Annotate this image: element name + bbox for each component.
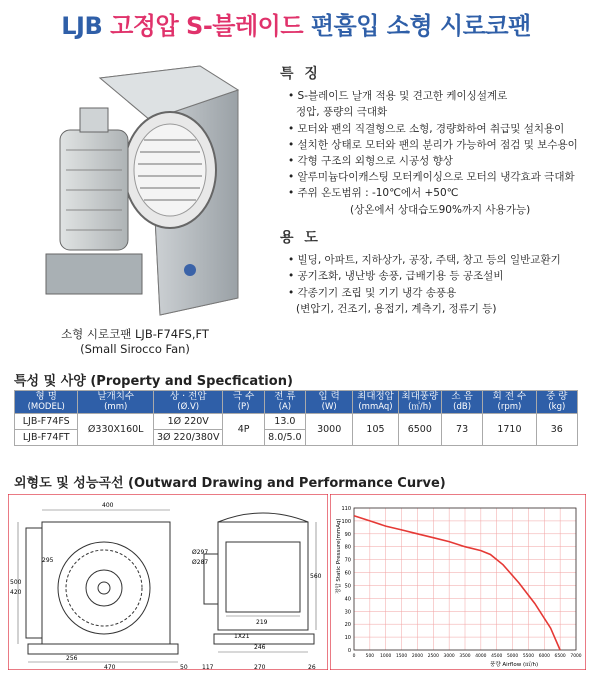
use-item: (변압기, 건조기, 용접기, 계측기, 정류기 등) — [296, 302, 497, 315]
cell-airflow: 6500 — [398, 414, 441, 446]
title-model: LJB — [61, 12, 103, 40]
feature-item: 정압, 풍량의 극대화 — [296, 106, 388, 119]
drawing-heading: 외형도 및 성능곡선 (Outward Drawing and Performance Curve) — [14, 476, 446, 491]
x-tick-label: 3500 — [459, 654, 471, 659]
cell-phase: 1Ø 220V — [153, 414, 222, 430]
cell-pressure: 105 — [353, 414, 398, 446]
y-tick-label: 110 — [341, 506, 351, 512]
dim-270: 270 — [254, 664, 266, 670]
cell-noise: 73 — [441, 414, 482, 446]
x-axis-label: 풍량 Airflow (㎥/h) — [490, 662, 539, 668]
header-weight: 중 량 (kg) — [536, 391, 577, 414]
cell-blade: Ø330X160L — [78, 414, 154, 446]
dim-26: 26 — [308, 664, 316, 670]
y-tick-label: 80 — [344, 544, 351, 551]
y-tick-label: 10 — [344, 635, 351, 642]
dim-560: 560 — [310, 573, 322, 580]
x-tick-label: 1500 — [395, 654, 408, 659]
x-tick-label: 6500 — [554, 654, 566, 659]
dim-hole: 1X21 — [234, 633, 250, 640]
outward-drawing — [8, 494, 328, 670]
header-model: 형 명 (MODEL) — [15, 391, 78, 414]
cell-model: LJB-F74FT — [15, 430, 78, 446]
header-noise: 소 음 (dB) — [441, 391, 482, 414]
header-input: 입 력 (W) — [306, 391, 353, 414]
dim-500: 500 — [10, 579, 22, 586]
feature-item: • 알루미늄다이캐스팅 모터케이싱으로 모터의 냉각효과 극대화 — [288, 171, 575, 184]
dim-117: 117 — [202, 664, 214, 670]
dim-295: 295 — [42, 557, 54, 564]
product-caption — [0, 327, 270, 357]
sirocco-fan-photo — [40, 60, 240, 322]
x-tick-label: 4500 — [491, 654, 503, 659]
cell-current: 8.0/5.0 — [264, 430, 305, 446]
uses-section — [280, 230, 590, 317]
x-tick-label: 500 — [365, 654, 375, 659]
y-tick-label: 30 — [344, 609, 351, 616]
cell-rpm: 1710 — [483, 414, 536, 446]
header-rpm: 회 전 수 (rpm) — [483, 391, 536, 414]
performance-curve — [330, 494, 586, 670]
dim-dia297: Ø297 — [192, 549, 209, 556]
dim-50: 50 — [180, 664, 188, 670]
feature-item: • 각형 구조의 외형으로 시공성 향상 — [288, 155, 453, 168]
y-tick-label: 50 — [344, 583, 351, 590]
x-tick-label: 5500 — [522, 654, 535, 659]
x-tick-label: 2000 — [411, 654, 424, 659]
x-tick-label: 6000 — [538, 654, 550, 659]
cell-weight: 36 — [536, 414, 577, 446]
caption-model: 소형 시로코팬 LJB-F74FS,FT — [61, 327, 209, 341]
page-title — [0, 6, 592, 41]
header-airflow: 최대풍량 (㎥/h) — [398, 391, 441, 414]
header-blade: 날개치수 (mm) — [78, 391, 154, 414]
dim-219: 219 — [256, 619, 268, 626]
spec-row-fs — [15, 414, 578, 430]
cell-input: 3000 — [306, 414, 353, 446]
y-tick-label: 60 — [344, 570, 351, 577]
features-heading: 특 징 — [280, 66, 321, 82]
dim-470: 470 — [104, 664, 116, 670]
title-suffix: 편흡입 소형 시로코팬 — [310, 12, 531, 40]
dim-256: 256 — [66, 655, 78, 662]
y-tick-label: 90 — [344, 531, 351, 538]
header-phase: 상 · 전압 (Ø.V) — [153, 391, 222, 414]
feature-item: (상온에서 상대습도90%까지 사용가능) — [350, 203, 531, 216]
use-item: • 빌딩, 아파트, 지하상가, 공장, 주택, 창고 등의 일반교환기 — [288, 254, 561, 267]
x-tick-label: 7000 — [570, 654, 582, 659]
cell-phase: 3Ø 220/380V — [153, 430, 222, 446]
cell-model: LJB-F74FS — [15, 414, 78, 430]
caption-english: (Small Sirocco Fan) — [80, 342, 190, 356]
x-tick-label: 1000 — [380, 654, 392, 659]
x-tick-label: 4000 — [475, 654, 487, 659]
spec-heading: 특성 및 사양 (Property and Specfication) — [14, 374, 293, 389]
title-highlight: 고정압 S-블레이드 — [110, 12, 304, 40]
y-tick-label: 40 — [344, 596, 351, 603]
cell-poles: 4P — [223, 414, 264, 446]
x-tick-label: 2500 — [427, 654, 439, 659]
use-item: • 각종기기 조립 및 기기 냉각 송풍용 — [288, 286, 457, 299]
dim-dia287: Ø287 — [192, 559, 209, 566]
dim-400: 400 — [102, 502, 114, 509]
use-item: • 공기조화, 냉난방 송풍, 급배기용 등 공조설비 — [288, 270, 504, 283]
uses-heading: 용 도 — [280, 230, 321, 246]
dim-420: 420 — [10, 589, 22, 596]
x-tick-label: 5000 — [506, 654, 519, 659]
x-tick-label: 0 — [352, 654, 356, 659]
cell-current: 13.0 — [264, 414, 305, 430]
x-tick-label: 3000 — [443, 654, 455, 659]
y-tick-label: 0 — [347, 648, 351, 654]
features-section — [280, 66, 590, 218]
y-tick-label: 100 — [341, 518, 351, 525]
header-poles: 극 수 (P) — [223, 391, 264, 414]
feature-item: • 모터와 팬의 직결형으로 소형, 경량화하여 취급및 설치용이 — [288, 122, 565, 135]
feature-item: • 주위 온도범위 : -10℃에서 +50℃ — [288, 187, 459, 200]
feature-item: • 설치한 상태로 모터와 팬의 분리가 가능하여 점검 및 보수용이 — [288, 138, 578, 151]
dim-246: 246 — [254, 644, 266, 651]
header-current: 전 류 (A) — [264, 391, 305, 414]
y-tick-label: 20 — [344, 622, 351, 629]
header-pressure: 최대정압 (mmAq) — [353, 391, 398, 414]
feature-item: • S-블레이드 날개 적용 및 견고한 케이싱설계로 — [288, 90, 508, 103]
y-tick-label: 70 — [344, 557, 351, 564]
y-axis-label: 정압 Static Pressure(mmAq) — [336, 518, 342, 594]
spec-table — [14, 390, 578, 446]
spec-header-row — [15, 391, 578, 414]
